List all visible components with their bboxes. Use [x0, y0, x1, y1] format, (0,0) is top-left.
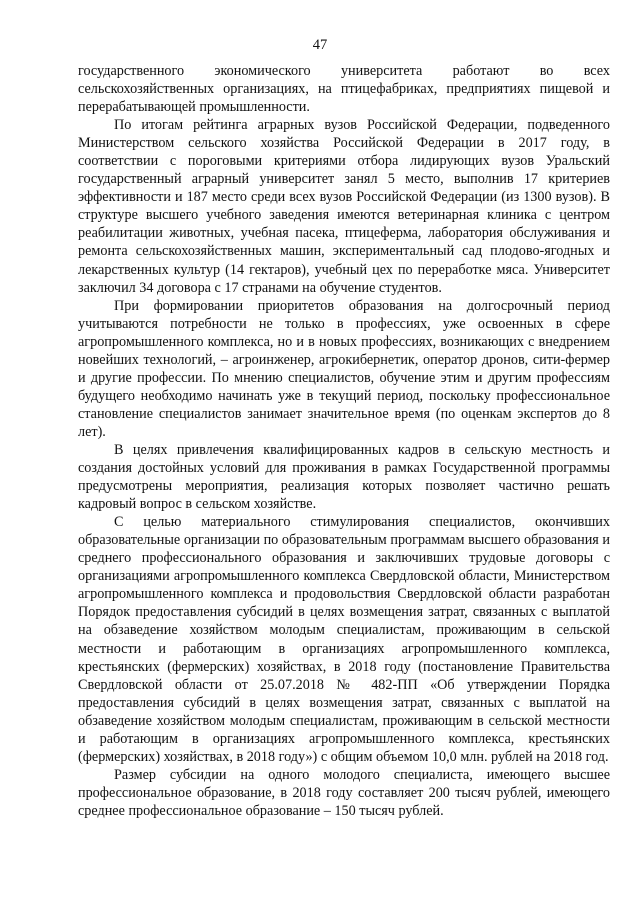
- paragraph-2: По итогам рейтинга аграрных вузов Российской Федерации, подведенного Министерством сельского хозяйства Российской Федерации в 2017 году, в соответствии с пороговыми критериями отбора лидирующих вузов Уральский государственный аграрный университет занял 5 место, выполнив 17 критериев эффективности и 187 место среди всех вузов Российской Федерации (из 1300 вузов). В структуре высшего учебного заведения имеются ветеринарная клиника с центром реабилитации животных, учебная пасека, птицеферма, лаборатория обслуживания и ремонта сельскохозяйственных машин, экспериментальный сад плодово-ягодных и лекарственных культур (14 гектаров), учебный цех по переработке мяса. Университет заключил 34 договора с 17 странами на обучение студентов.: [78, 117, 610, 296]
- page-number: 47: [312, 37, 328, 53]
- paragraph-3: При формировании приоритетов образования на долгосрочный период учитываются потребности не только в профессиях, уже освоенных в сфере агропромышленного комплекса, но и в новых профессиях, возникающих с внедрением новейших технологий, – агроинженер, агрокибернетик, оператор дронов, сити-фермер и другие профессии. По мнению специалистов, обучение этим и другим профессиям будущего необходимо начинать уже в текущий период, поскольку профессиональное становление специалистов занимает значительное время (по оценкам экспертов до 8 лет).: [78, 297, 610, 440]
- paragraph-6: Размер субсидии на одного молодого специалиста, имеющего высшее профессиональное образование, в 2018 году составляет 200 тысяч рублей, имеющего среднее профессиональное образование – 150 тысяч рублей.: [78, 766, 610, 819]
- document-body: [78, 62, 610, 820]
- paragraph-4: В целях привлечения квалифицированных кадров в сельскую местность и создания достойных условий для проживания в рамках Государственной программы предусмотрены мероприятия, реализация которых позволяет частично решать кадровый вопрос в сельском хозяйстве.: [78, 441, 610, 513]
- paragraph-5: С целью материального стимулирования специалистов, окончивших образовательные организации по образовательным программам высшего образования и среднего профессионального образования и заключивших трудовые договоры с организациями агропромышленного комплекса Свердловской области, Министерством агропромышленного комплекса и продовольствия Свердловской области разработан Порядок предоставления субсидий в целях возмещения затрат, связанных с выплатой на обзаведение хозяйством молодым специалистам, проживающим в сельской местности и работающим в организациях агропромышленного комплекса, крестьянских (фермерских) хозяйствах, в 2018 году (постановление Правительства Свердловской области от 25.07.2018 № 482-ПП «Об утверждении Порядка предоставления субсидий в целях возмещения затрат, связанных с выплатой на обзаведение хозяйством молодым специалистам, проживающим в сельской местности и работающим в организациях агропромышленного комплекса, крестьянских (фермерских) хозяйствах, в 2018 году») с общим объемом 10,0 млн. рублей на 2018 год.: [78, 514, 610, 765]
- paragraph-1: государственного экономического университета работают во всех сельскохозяйственных организациях, на птицефабриках, предприятиях пищевой и перерабатывающей промышленности.: [78, 63, 610, 116]
